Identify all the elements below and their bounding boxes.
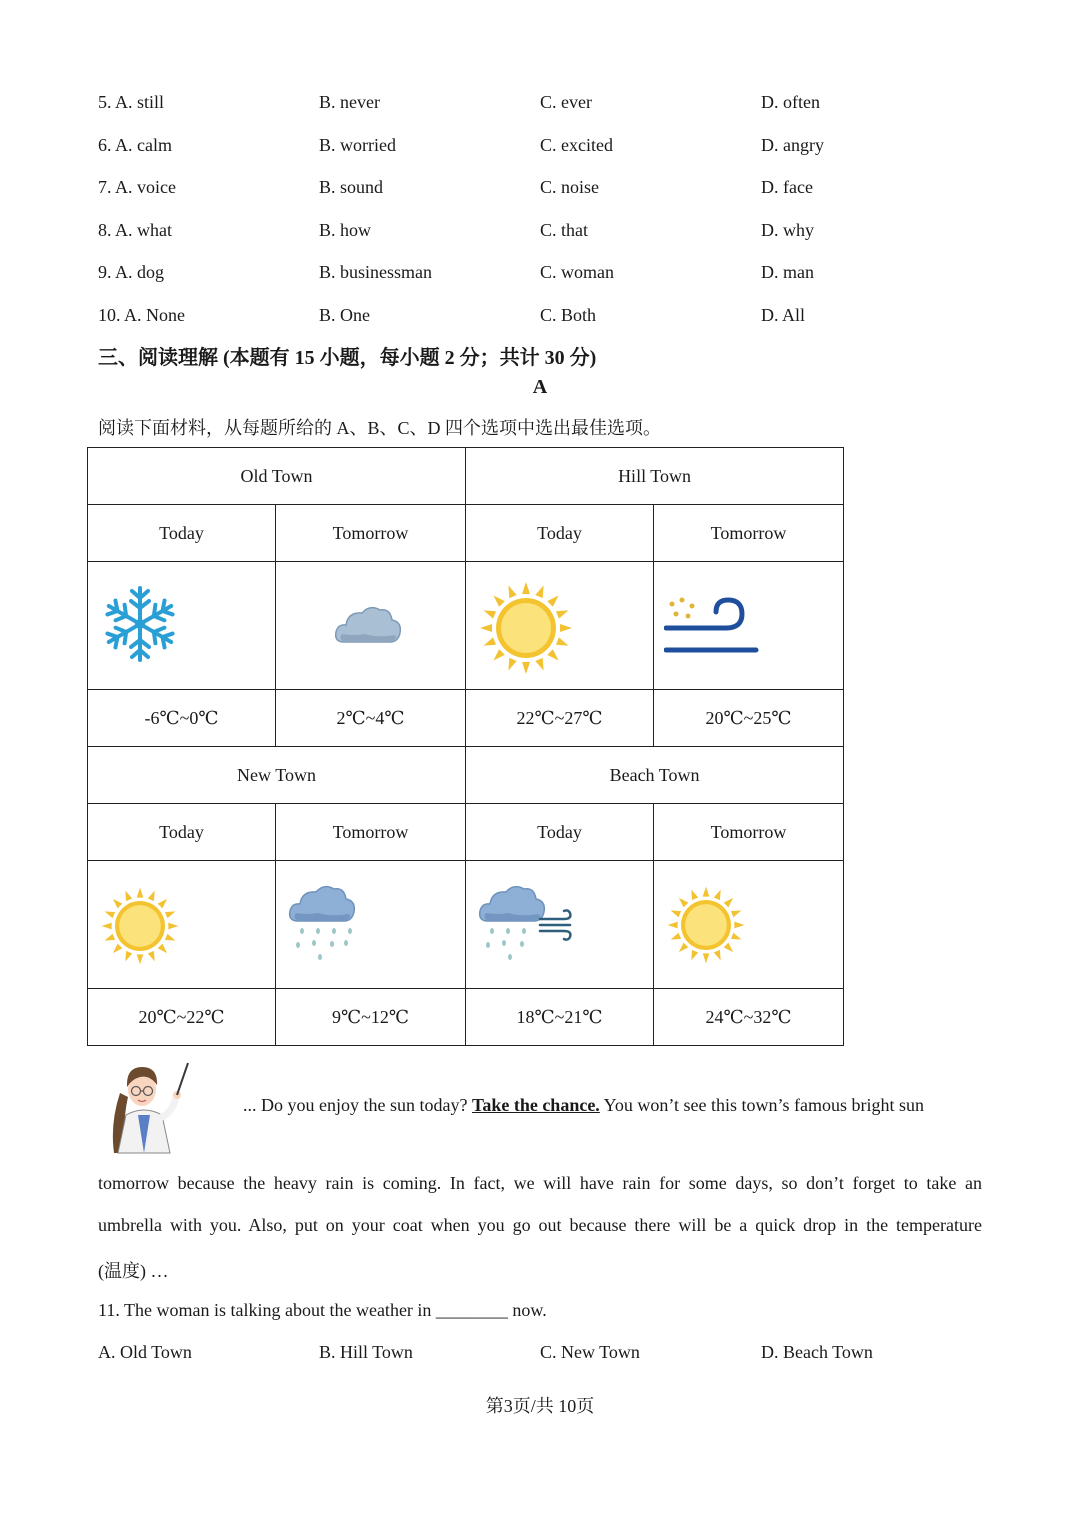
passage-text: You won’t see this town’s famous bright sun <box>599 1095 924 1115</box>
section-title: 三、阅读理解 (本题有 15 小题，每小题 2 分；共计 30 分) <box>98 347 597 369</box>
option-c: C. excited <box>540 135 613 155</box>
temperature: 20℃~22℃ <box>88 989 276 1046</box>
day-label: Today <box>466 804 654 861</box>
option-b: B. Hill Town <box>319 1342 413 1362</box>
passage-line-2: tomorrow because the heavy rain is coming. In fact, we will have rain for some days, so don’t forget to take an <box>98 1173 982 1193</box>
rain-icon <box>288 881 364 967</box>
day-label: Tomorrow <box>276 804 466 861</box>
weather-icon-cell <box>654 562 844 690</box>
page-footer: 第3页/共 10页 <box>485 1396 595 1416</box>
options-row-7 <box>98 177 998 207</box>
wind-icon <box>664 594 760 656</box>
question-11-stem: 11. The woman is talking about the weather in ________ now. <box>98 1300 547 1320</box>
option-c: C. New Town <box>540 1342 640 1362</box>
day-label: Today <box>88 505 276 562</box>
weather-icon-cell <box>276 562 466 690</box>
weather-icon-cell <box>654 861 844 989</box>
option-d: D. man <box>761 262 814 282</box>
options-row-6 <box>98 135 998 165</box>
day-label: Tomorrow <box>276 505 466 562</box>
option-d: D. face <box>761 177 813 197</box>
passage-line-4: (温度) … <box>98 1261 169 1281</box>
option-d: D. All <box>761 305 806 325</box>
sun-icon <box>478 580 574 676</box>
option-d: D. angry <box>761 135 824 155</box>
weather-table <box>87 447 844 1046</box>
option-c: C. noise <box>540 177 600 197</box>
weather-icon-cell <box>466 562 654 690</box>
option-a: 8. A. what <box>98 220 172 240</box>
option-d: D. Beach Town <box>761 1342 873 1362</box>
question-11-options <box>98 1342 998 1372</box>
temperature: 22℃~27℃ <box>466 690 654 747</box>
passage-text: ... Do you enjoy the sun today? <box>243 1095 472 1115</box>
snowflake-icon <box>100 584 180 664</box>
passage-line-3: umbrella with you. Also, put on your coat when you go out because there will be a quick drop in the temperature <box>98 1215 982 1235</box>
option-b: B. worried <box>319 135 396 155</box>
town-name: Old Town <box>88 448 466 505</box>
sun-icon <box>666 885 746 965</box>
passage-emphasis: Take the chance. <box>471 1095 600 1115</box>
option-a: 10. A. None <box>98 305 185 325</box>
town-name: Hill Town <box>466 448 844 505</box>
town-name: New Town <box>88 747 466 804</box>
option-c: C. that <box>540 220 588 240</box>
rain-wind-icon <box>478 881 578 967</box>
day-label: Today <box>88 804 276 861</box>
day-label: Today <box>466 505 654 562</box>
options-row-8 <box>98 220 998 250</box>
option-d: D. often <box>761 92 820 112</box>
temperature: 20℃~25℃ <box>654 690 844 747</box>
options-row-10 <box>98 305 998 335</box>
day-label: Tomorrow <box>654 505 844 562</box>
options-row-5 <box>98 92 998 122</box>
temperature: 24℃~32℃ <box>654 989 844 1046</box>
weather-icon-cell <box>466 861 654 989</box>
weather-icon-cell <box>276 861 466 989</box>
option-a: 7. A. voice <box>98 177 176 197</box>
town-name: Beach Town <box>466 747 844 804</box>
temperature: 2℃~4℃ <box>276 690 466 747</box>
passage-line-1 <box>243 1095 982 1116</box>
option-d: D. why <box>761 220 814 240</box>
weather-icon-cell <box>88 562 276 690</box>
sun-icon <box>100 886 180 966</box>
day-label: Tomorrow <box>654 804 844 861</box>
weather-icon-cell <box>88 861 276 989</box>
temperature: -6℃~0℃ <box>88 690 276 747</box>
cloud-icon <box>334 602 404 648</box>
option-a: 5. A. still <box>98 92 165 112</box>
option-b: B. sound <box>319 177 384 197</box>
options-row-9 <box>98 262 998 292</box>
option-b: B. never <box>319 92 380 112</box>
option-c: C. Both <box>540 305 597 325</box>
temperature: 9℃~12℃ <box>276 989 466 1046</box>
option-a: 9. A. dog <box>98 262 165 282</box>
option-a: 6. A. calm <box>98 135 172 155</box>
teacher-illustration <box>100 1053 190 1155</box>
option-a: A. Old Town <box>98 1342 192 1362</box>
option-b: B. One <box>319 305 370 325</box>
option-b: B. businessman <box>319 262 433 282</box>
option-c: C. ever <box>540 92 592 112</box>
instruction: 阅读下面材料，从每题所给的 A、B、C、D 四个选项中选出最佳选项。 <box>98 418 662 438</box>
part-title: A <box>532 376 548 398</box>
temperature: 18℃~21℃ <box>466 989 654 1046</box>
option-c: C. woman <box>540 262 614 282</box>
option-b: B. how <box>319 220 372 240</box>
